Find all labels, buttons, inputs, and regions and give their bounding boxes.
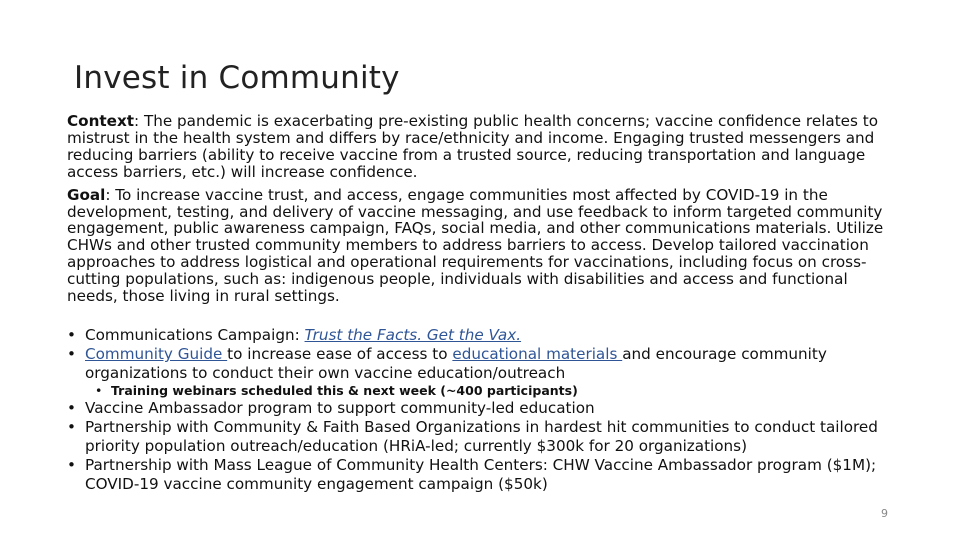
list-item — [67, 399, 897, 418]
community-guide-text: to increase ease of access to — [227, 345, 453, 363]
bullet-icon: • — [95, 383, 103, 398]
educational-materials-link[interactable]: educational materials — [452, 345, 623, 363]
bullet-icon: • — [67, 326, 76, 344]
goal-paragraph — [67, 187, 897, 305]
slide-body — [67, 113, 897, 311]
list-item — [67, 326, 897, 345]
community-guide-link[interactable]: Community Guide — [85, 345, 228, 363]
trust-the-facts-link[interactable]: Trust the Facts. Get the Vax. — [304, 326, 522, 344]
bullet-icon: • — [67, 456, 76, 474]
goal-label: Goal — [67, 185, 106, 204]
goal-text: : To increase vaccine trust, and access, engage communities most affected by COVID-19 in the development, testing, and delivery of vaccine messaging, and use feedback to inform targeted community engagement, public awareness campaign, FAQs, social media, and other communications materials. Utilize CHWs and other trusted community members to address barriers to access. Develop tailored vaccination approaches to address logistical and operational requirements for vaccinations, including focus on cross-cutting populations, such as: indigenous people, individuals with disabilities and access and functional needs, those living in rural settings. — [67, 185, 884, 306]
bullet-icon: • — [67, 399, 76, 417]
slide-title: Invest in Community — [74, 60, 400, 96]
list-item — [67, 345, 897, 383]
context-paragraph — [67, 113, 897, 181]
context-text: : The pandemic is exacerbating pre-existing public health concerns; vaccine confidence relates to mistrust in the health system and differs by race/ethnicity and income. Engaging trusted messengers and reducing barriers (ability to receive vaccine from a trusted source, reducing transportation and language access barriers, etc.) will increase confidence. — [67, 112, 879, 181]
bullet-icon: • — [67, 345, 76, 363]
page-number: 9 — [881, 507, 888, 520]
faith-based-partnership-text: Partnership with Community & Faith Based Organizations in hardest hit communities to conduct tailored priority population outreach/education (HRiA-led; currently $300k for 20 organizations) — [85, 418, 878, 455]
community-guide-suffix: and encourage community organizations to conduct their own vaccine education/outreach — [85, 345, 827, 382]
mass-league-partnership-text: Partnership with Mass League of Community Health Centers: CHW Vaccine Ambassador program ($1M); COVID-19 vaccine community engagement campaign ($50k) — [85, 456, 877, 493]
bullet-icon: • — [67, 418, 76, 436]
communications-campaign-text: Communications Campaign: — [85, 326, 305, 344]
bullet-list — [67, 326, 897, 494]
list-item — [67, 456, 897, 494]
vaccine-ambassador-text: Vaccine Ambassador program to support community-led education — [85, 399, 595, 417]
list-sub-item — [67, 383, 897, 399]
list-item — [67, 418, 897, 456]
training-webinars-text: Training webinars scheduled this & next week (~400 participants) — [111, 383, 578, 398]
context-label: Context — [67, 112, 135, 130]
